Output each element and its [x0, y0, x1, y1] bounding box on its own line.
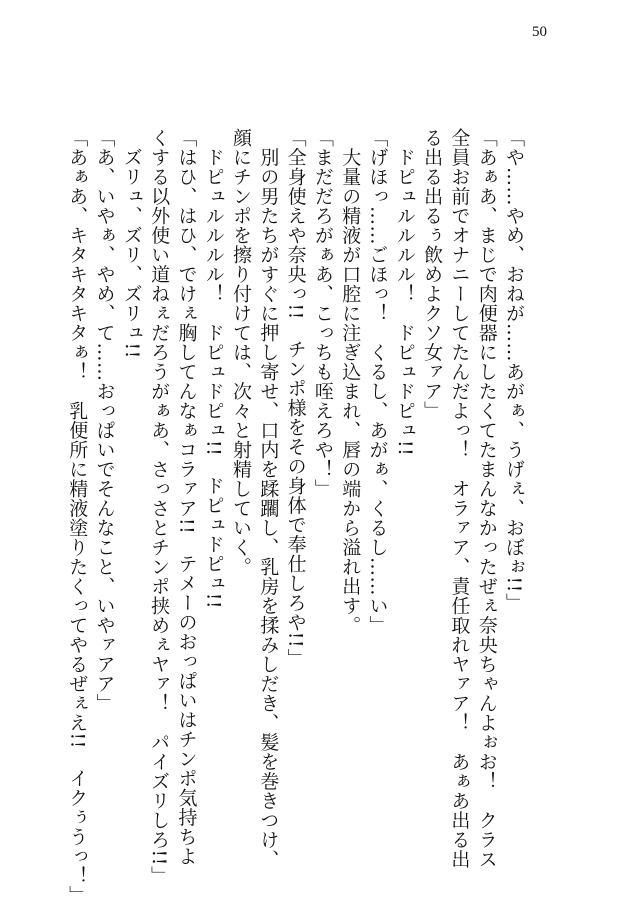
page-number: 50 — [532, 24, 547, 40]
text-line: 「全身使えや奈央っ!! チンポ様をその身体で奉仕しろや!!」 — [284, 128, 307, 668]
text-line: る出る出るぅ飲めよクソ女ァア」 — [421, 128, 444, 421]
text-line: 「あぁあ、キタキタキタぁ！ 乳便所に精液塗りたくってやるぜぇえ!! イクぅうっ！」 — [66, 128, 89, 905]
text-line: 「はひ、はひ、でけぇ胸してんなぁコラァア!! テメーのおっぱいはチンポ気持ちよ — [175, 128, 198, 866]
text-line: ドピュルルルル！ ドピュドピュ!! — [393, 128, 416, 457]
text-line: 「まだだろがぁあ、こっちも咥えろや！」 — [311, 128, 334, 499]
text-line: 全員お前でオナニーしてたんだよっ！ オラァア、責任取れヤァア！ あぁあ出る出 — [448, 128, 471, 869]
text-line: 顔にチンポを擦り付けては、次々と射精していく。 — [230, 128, 253, 577]
text-line: 「あぁあ、まじで肉便器にしたくてたまんなかったぜぇ奈央ちゃんよぉお！ クラス — [475, 128, 498, 869]
text-line: くする以外使い道ねぇだろうがぁあ、さっさとチンポ挟めぇヤァ！ パイズリしろ!!」 — [148, 128, 171, 886]
text-line: 「げほっ……ごほっ！ くるし、あがぁ、くるし……い」 — [366, 128, 389, 635]
text-line: ズリュ、ズリ、ズリュ!! — [120, 128, 143, 359]
text-line: ドピュルルルル！ ドピュドピュ!! ドピュドピュ!! — [202, 128, 225, 610]
text-line: 「や……やめ、おねが……あがぁ、うげぇ、おぼぉ!!」 — [503, 128, 525, 613]
text-line: 大量の精液が口腔に注ぎ込まれ、唇の端から溢れ出す。 — [339, 128, 362, 635]
text-line: 別の男たちがすぐに押し寄せ、口内を蹂躙し、乳房を揉みしだき、髪を巻きつけ、 — [257, 128, 280, 869]
novel-text-body — [63, 128, 527, 905]
text-line: 「あ、いやぁ、やめ、て……おっぱいでそんなこと、いやァアア」 — [93, 128, 116, 713]
